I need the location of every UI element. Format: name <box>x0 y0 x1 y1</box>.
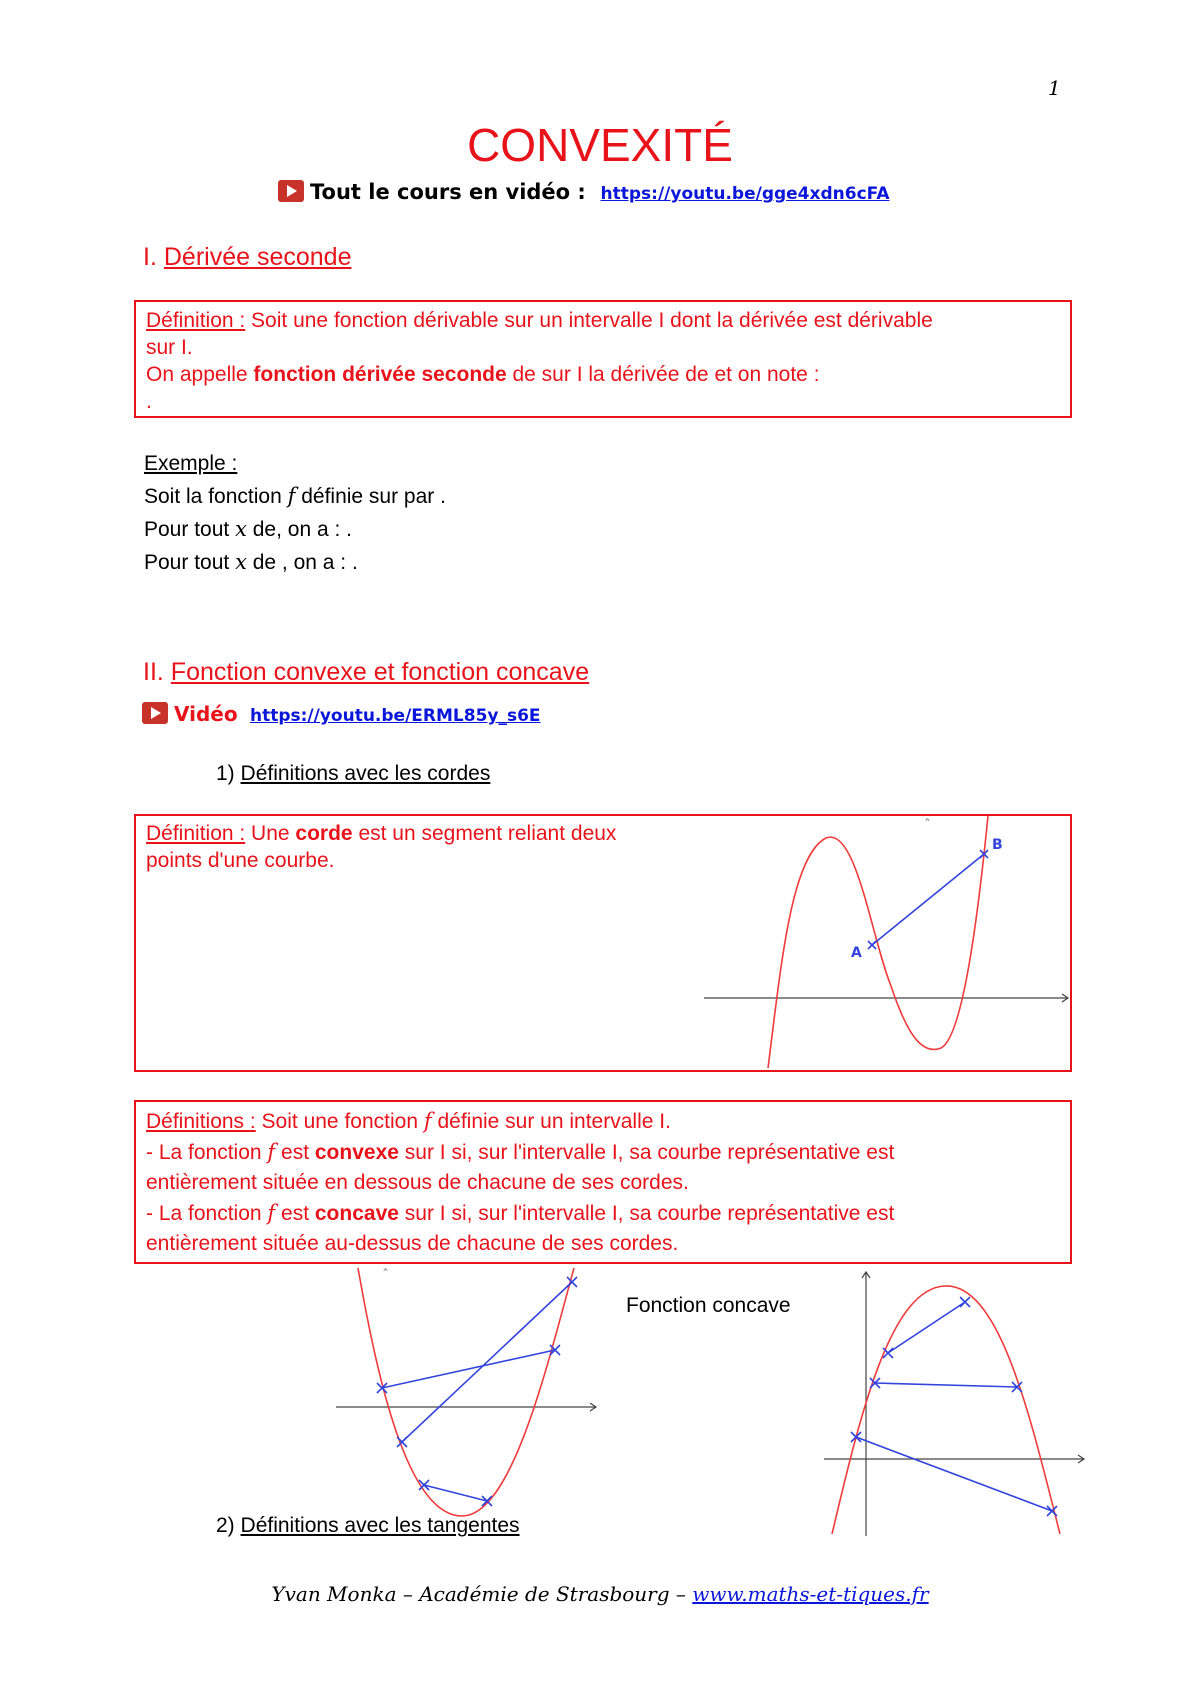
chord-segment <box>872 854 984 945</box>
chord-definition-b: est un segment reliant deux <box>352 822 617 845</box>
section-2-title: Fonction convexe et fonction concave <box>170 658 590 686</box>
point-a-label: A <box>851 945 862 961</box>
example-line-3a: Pour tout <box>144 551 236 574</box>
example-line-1a: Soit la fonction <box>144 485 288 508</box>
definitions-line-1b: définie sur un intervalle I. <box>431 1110 671 1133</box>
section-1-title: Dérivée seconde <box>163 243 352 271</box>
section-2-heading <box>143 658 589 687</box>
definitions-line-2a: - La fonction <box>146 1141 268 1164</box>
definition-line-2: sur I. <box>146 336 193 359</box>
point-a-marker <box>868 941 876 949</box>
function-symbol: f <box>423 1109 432 1133</box>
definition-box-chord <box>134 814 1072 1072</box>
page-number: 1 <box>1048 76 1061 100</box>
section-2-video-line <box>142 702 541 726</box>
definition-label: Définition : <box>146 309 246 332</box>
section-1-heading <box>143 243 351 272</box>
definition-box-second-derivative <box>134 300 1072 418</box>
subsection-1-heading <box>216 760 490 787</box>
definitions-label: Définitions : <box>146 1110 256 1133</box>
definition-line-4: . <box>146 390 152 413</box>
axis-hat-icon: ˆ <box>382 1268 389 1284</box>
definition-text <box>146 307 933 415</box>
chord-definition-label: Définition : <box>146 822 246 845</box>
course-video-label: Tout le cours en vidéo : <box>310 180 586 204</box>
variable-symbol: x <box>235 550 247 574</box>
definitions-line-1a: Soit une fonction <box>255 1110 424 1133</box>
definition-box-convex-concave <box>134 1100 1072 1264</box>
section-1-number: I. <box>143 243 157 271</box>
chord-figure <box>696 816 1072 1070</box>
example-line-3b: de , on a : . <box>246 551 358 574</box>
section-2-video-link[interactable]: https://youtu.be/ERML85y_s6E <box>249 706 541 726</box>
convex-chord-markers <box>377 1277 577 1506</box>
chord-definition-text <box>146 820 616 874</box>
point-b-label: B <box>992 837 1003 853</box>
convex-concave-text <box>146 1106 894 1259</box>
variable-symbol: x <box>235 517 247 541</box>
play-icon <box>142 702 168 724</box>
subsection-2-number: 2) <box>216 1514 235 1537</box>
footer-text: Yvan Monka – Académie de Strasbourg – <box>271 1582 693 1606</box>
convex-curve <box>358 1268 574 1516</box>
function-symbol: f <box>267 1140 276 1164</box>
cubic-curve <box>768 816 988 1068</box>
chord-term: corde <box>295 822 353 845</box>
convex-figure <box>332 1266 602 1526</box>
page-title: CONVEXITÉ <box>467 119 733 171</box>
definitions-line-2b: est <box>275 1141 315 1164</box>
example-block <box>144 448 446 579</box>
play-icon <box>278 180 304 202</box>
concave-label: Fonction concave <box>626 1294 791 1317</box>
course-video-line <box>278 180 889 204</box>
subsection-1-title: Définitions avec les cordes <box>240 762 491 785</box>
example-line-2a: Pour tout <box>144 518 236 541</box>
definitions-line-3: entièrement située en dessous de chacune de ses cordes. <box>146 1171 689 1194</box>
function-symbol: f <box>287 484 296 508</box>
function-symbol: f <box>267 1201 276 1225</box>
definitions-line-4b: est <box>275 1202 315 1225</box>
example-label: Exemple : <box>144 452 238 475</box>
section-2-video-label: Vidéo <box>174 702 238 726</box>
page-footer <box>0 1582 1200 1606</box>
definition-line-3b: de sur I la dérivée de et on note : <box>506 363 820 386</box>
chord-definition-a: Une <box>245 822 296 845</box>
example-line-1b: définie sur par . <box>295 485 446 508</box>
definitions-line-4c: sur I si, sur l'intervalle I, sa courbe représentative est <box>398 1202 895 1225</box>
chord-definition-line-2: points d'une courbe. <box>146 849 335 872</box>
subsection-2-heading <box>216 1512 520 1539</box>
definitions-line-5: entièrement située au-dessus de chacune de ses cordes. <box>146 1232 679 1255</box>
axis-hat-icon: ˆ <box>924 818 931 834</box>
definition-term: fonction dérivée seconde <box>253 363 507 386</box>
definition-line-3a: On appelle <box>146 363 254 386</box>
subsection-1-number: 1) <box>216 762 235 785</box>
definitions-line-2c: sur I si, sur l'intervalle I, sa courbe représentative est <box>398 1141 895 1164</box>
example-line-2b: de, on a : . <box>246 518 352 541</box>
definition-line-1: Soit une fonction dérivable sur un intervalle I dont la dérivée est dérivable <box>245 309 933 332</box>
convex-term: convexe <box>314 1141 399 1164</box>
subsection-2-title: Définitions avec les tangentes <box>240 1514 520 1537</box>
definitions-line-4a: - La fonction <box>146 1202 268 1225</box>
concave-term: concave <box>314 1202 399 1225</box>
course-video-link[interactable]: https://youtu.be/gge4xdn6cFA <box>600 184 890 204</box>
concave-figure <box>820 1266 1090 1536</box>
section-2-number: II. <box>143 658 164 686</box>
footer-link[interactable]: www.maths-et-tiques.fr <box>692 1582 929 1606</box>
concave-chords <box>856 1302 1052 1511</box>
